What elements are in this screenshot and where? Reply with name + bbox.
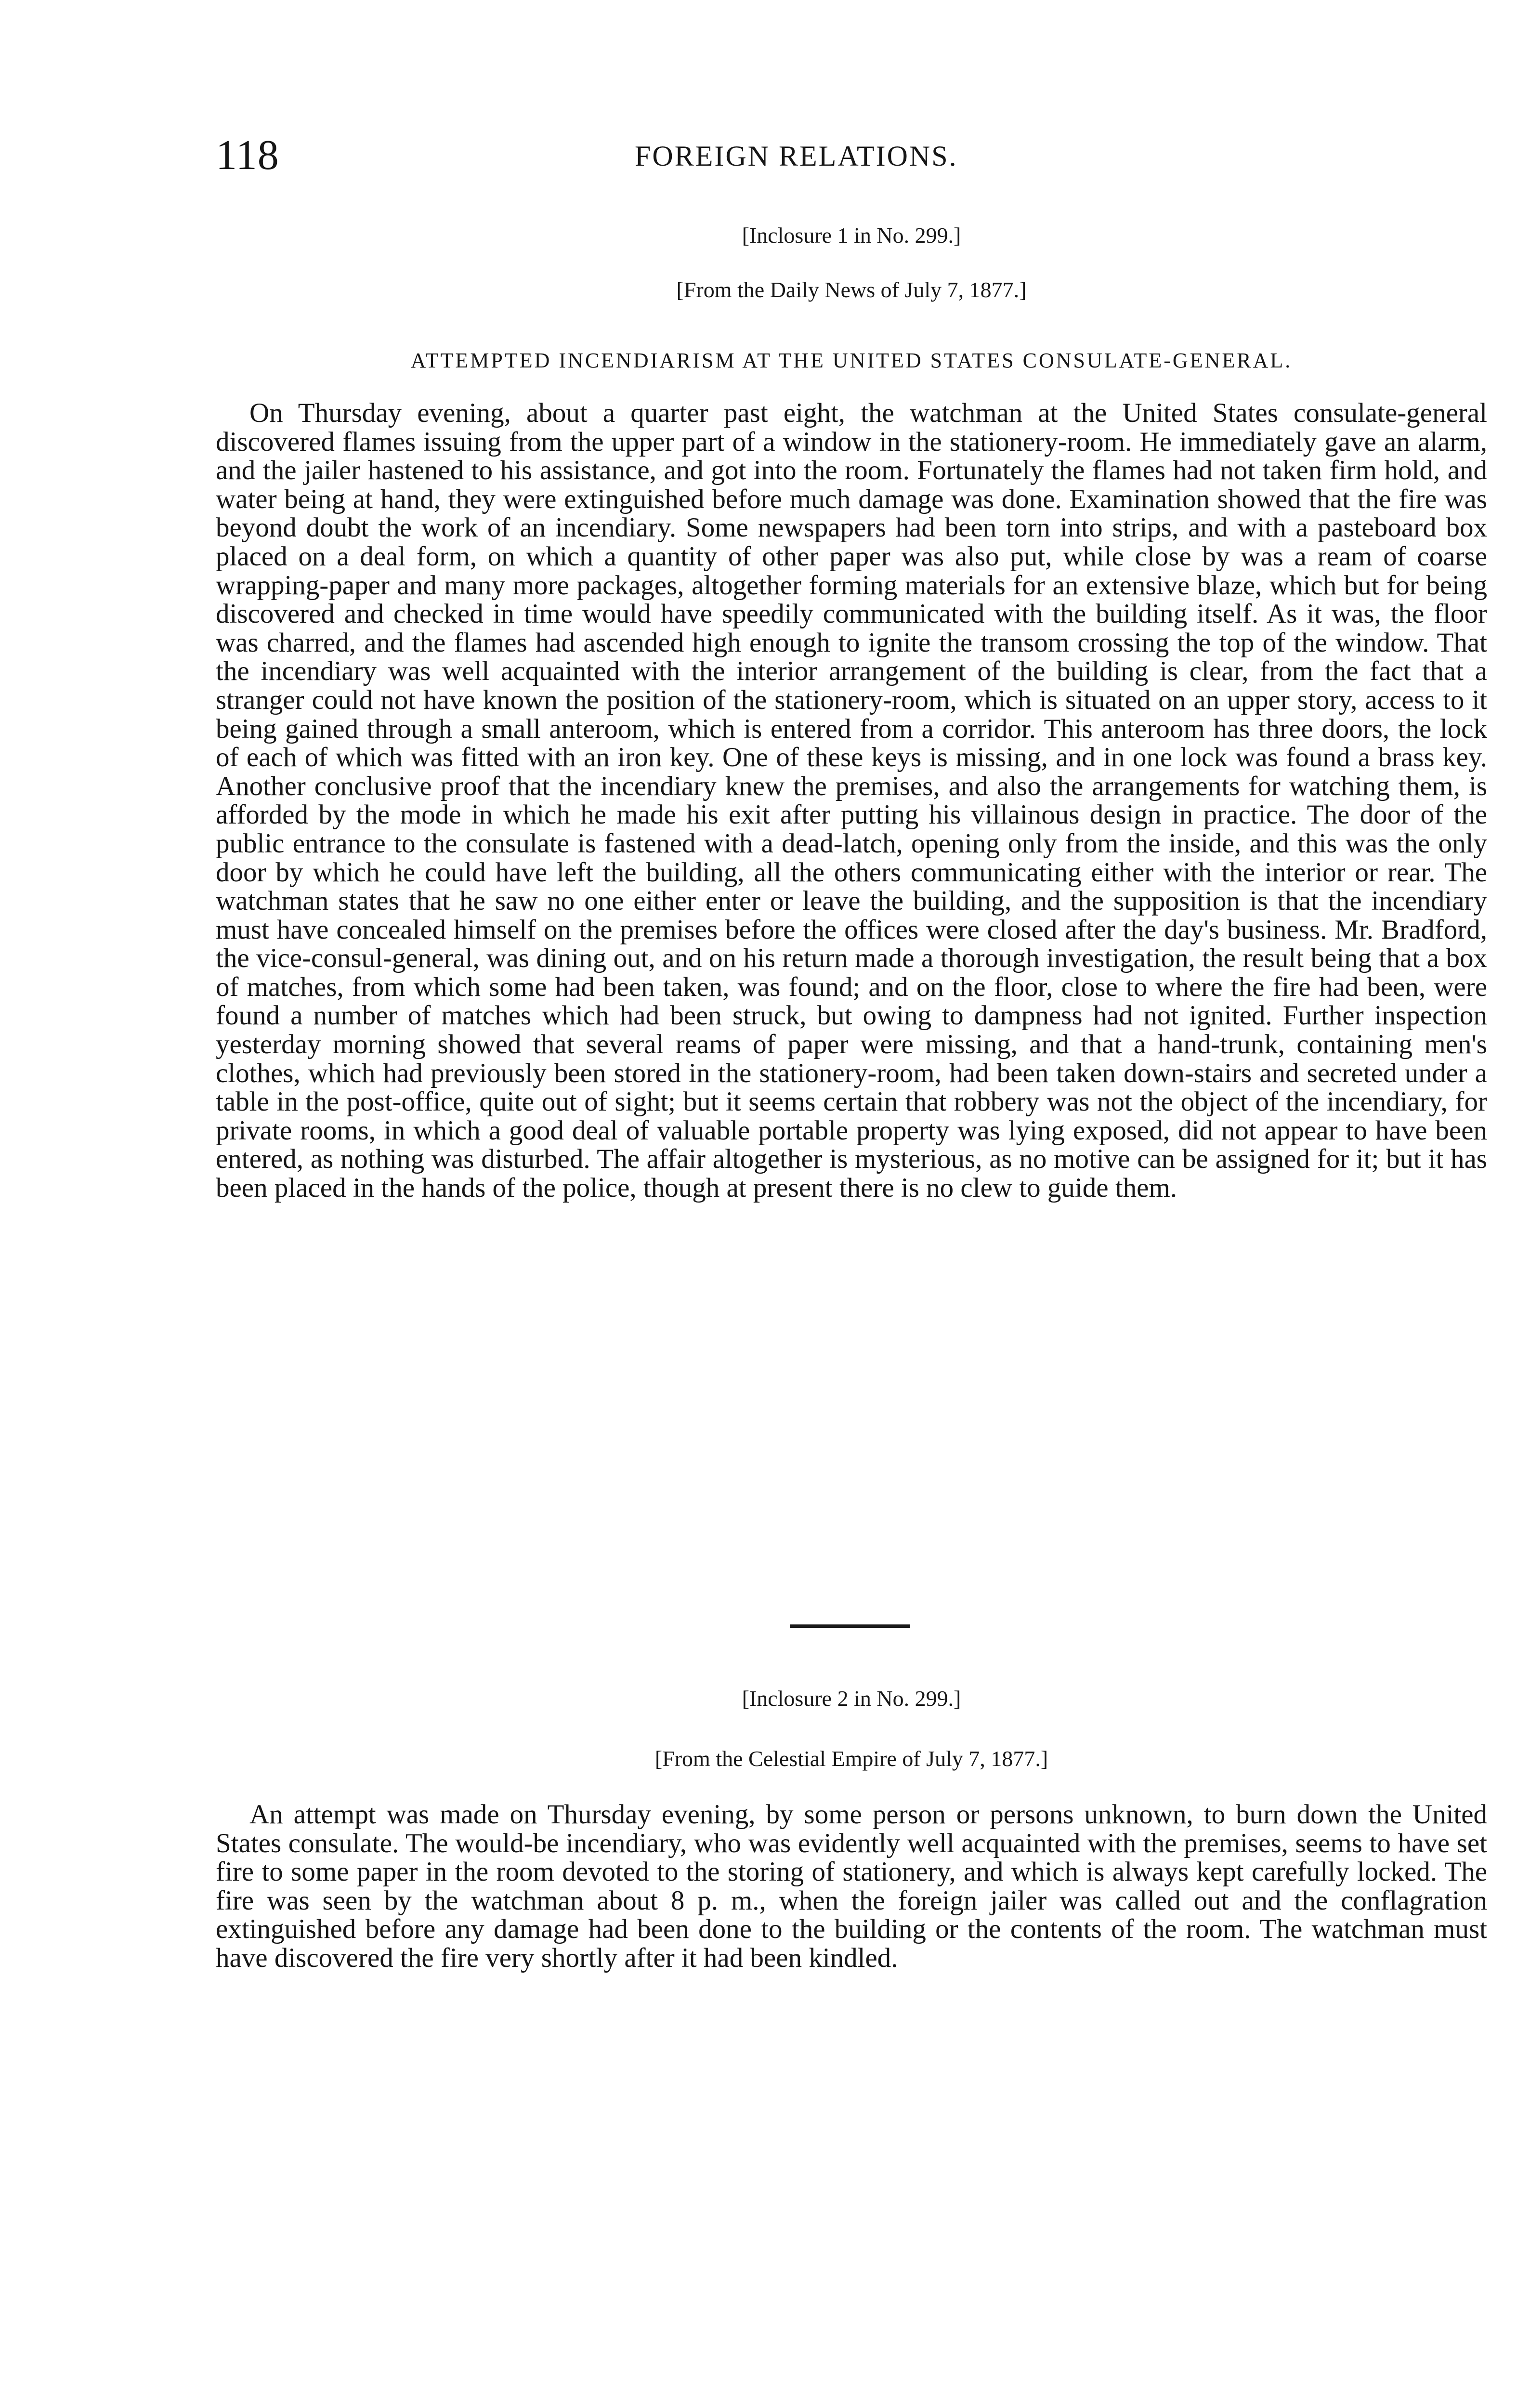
- enclosure-2-source: [From the Celestial Empire of July 7, 1877.]: [654, 1746, 1048, 1771]
- running-title: FOREIGN RELATIONS.: [635, 140, 958, 172]
- section-divider: [790, 1624, 910, 1628]
- enclosure-1-source: [From the Daily News of July 7, 1877.]: [676, 277, 1027, 302]
- enclosure-1-body: On Thursday evening, about a quarter past eight, the watchman at the United States consulate-general discovered flames issuing from the upper part of a window in the stationery-room. He immediately gave an alarm, and the jailer hastened to his assistance, and got into the room. Fortunately the flames had not taken firm hold, and water being at hand, they were extinguished before much damage was done. Examination showed that the fire was beyond doubt the work of an incendiary. Some newspapers had been torn into strips, and with a pasteboard box placed on a deal form, on which a quantity of other paper was also put, while close by was a ream of coarse wrapping-paper and many more packages, altogether forming materials for an extensive blaze, which but for being discovered and checked in time would have speedily communicated with the building itself. As it was, the floor was charred, and the flames had ascended high enough to ignite the transom crossing the top of the window. That the incendiary was well acquainted with the interior arrangement of the building is clear, from the fact that a stranger could not have known the position of the stationery-room, which is situated on an upper story, access to it being gained through a small anteroom, which is entered from a corridor. This anteroom has three doors, the lock of each of which was fitted with an iron key. One of these keys is missing, and in one lock was found a brass key. Another conclusive proof that the incendiary knew the premises, and also the arrangements for watching them, is afforded by the mode in which he made his exit after putting his villainous design in practice. The door of the public entrance to the consulate is fastened with a dead-latch, opening only from the inside, and this was the only door by which he could have left the building, all the others communicating either with the interior or rear. The watchman states that he saw no one either enter or leave the building, and the supposition is that the incendiary must have concealed himself on the premises before the offices were closed after the day's business. Mr. Bradford, the vice-consul-general, was dining out, and on his return made a thorough investigation, the result being that a box of matches, from which some had been taken, was found; and on the floor, close to where the fire had been, were found a number of matches which had been struck, but owing to dampness had not ignited. Further inspection yesterday morning showed that several reams of paper were missing, and that a hand-trunk, containing men's clothes, which had previously been stored in the stationery-room, had been taken down-stairs and secreted under a table in the post-office, quite out of sight; but it seems certain that robbery was not the object of the incendiary, for private rooms, in which a good deal of valuable portable property was lying exposed, did not appear to have been entered, as nothing was disturbed. The affair altogether is mysterious, as no motive can be assigned for it; but it has been placed in the hands of the police, though at present there is no clew to guide them.: [216, 398, 1487, 1204]
- enclosure-2-body: An attempt was made on Thursday evening, by some person or persons unknown, to burn down the United States consulate. The would-be incendiary, who was evidently well acquainted with the premises, seems to have set fire to some paper in the room devoted to the storing of stationery, and which is always kept carefully locked. The fire was seen by the watchman about 8 p. m., when the foreign jailer was called out and the conflagration extinguished before any damage had been done to the building or the contents of the room. The watchman must have discovered the fire very shortly after it had been kindled.: [216, 1799, 1487, 1973]
- enclosure-1-label: [Inclosure 1 in No. 299.]: [742, 223, 961, 248]
- page-number: 118: [216, 132, 279, 179]
- article-title: ATTEMPTED INCENDIARISM AT THE UNITED STATES CONSULATE-GENERAL.: [410, 349, 1293, 372]
- running-head: [216, 131, 1487, 184]
- enclosure-2-label: [Inclosure 2 in No. 299.]: [742, 1686, 961, 1711]
